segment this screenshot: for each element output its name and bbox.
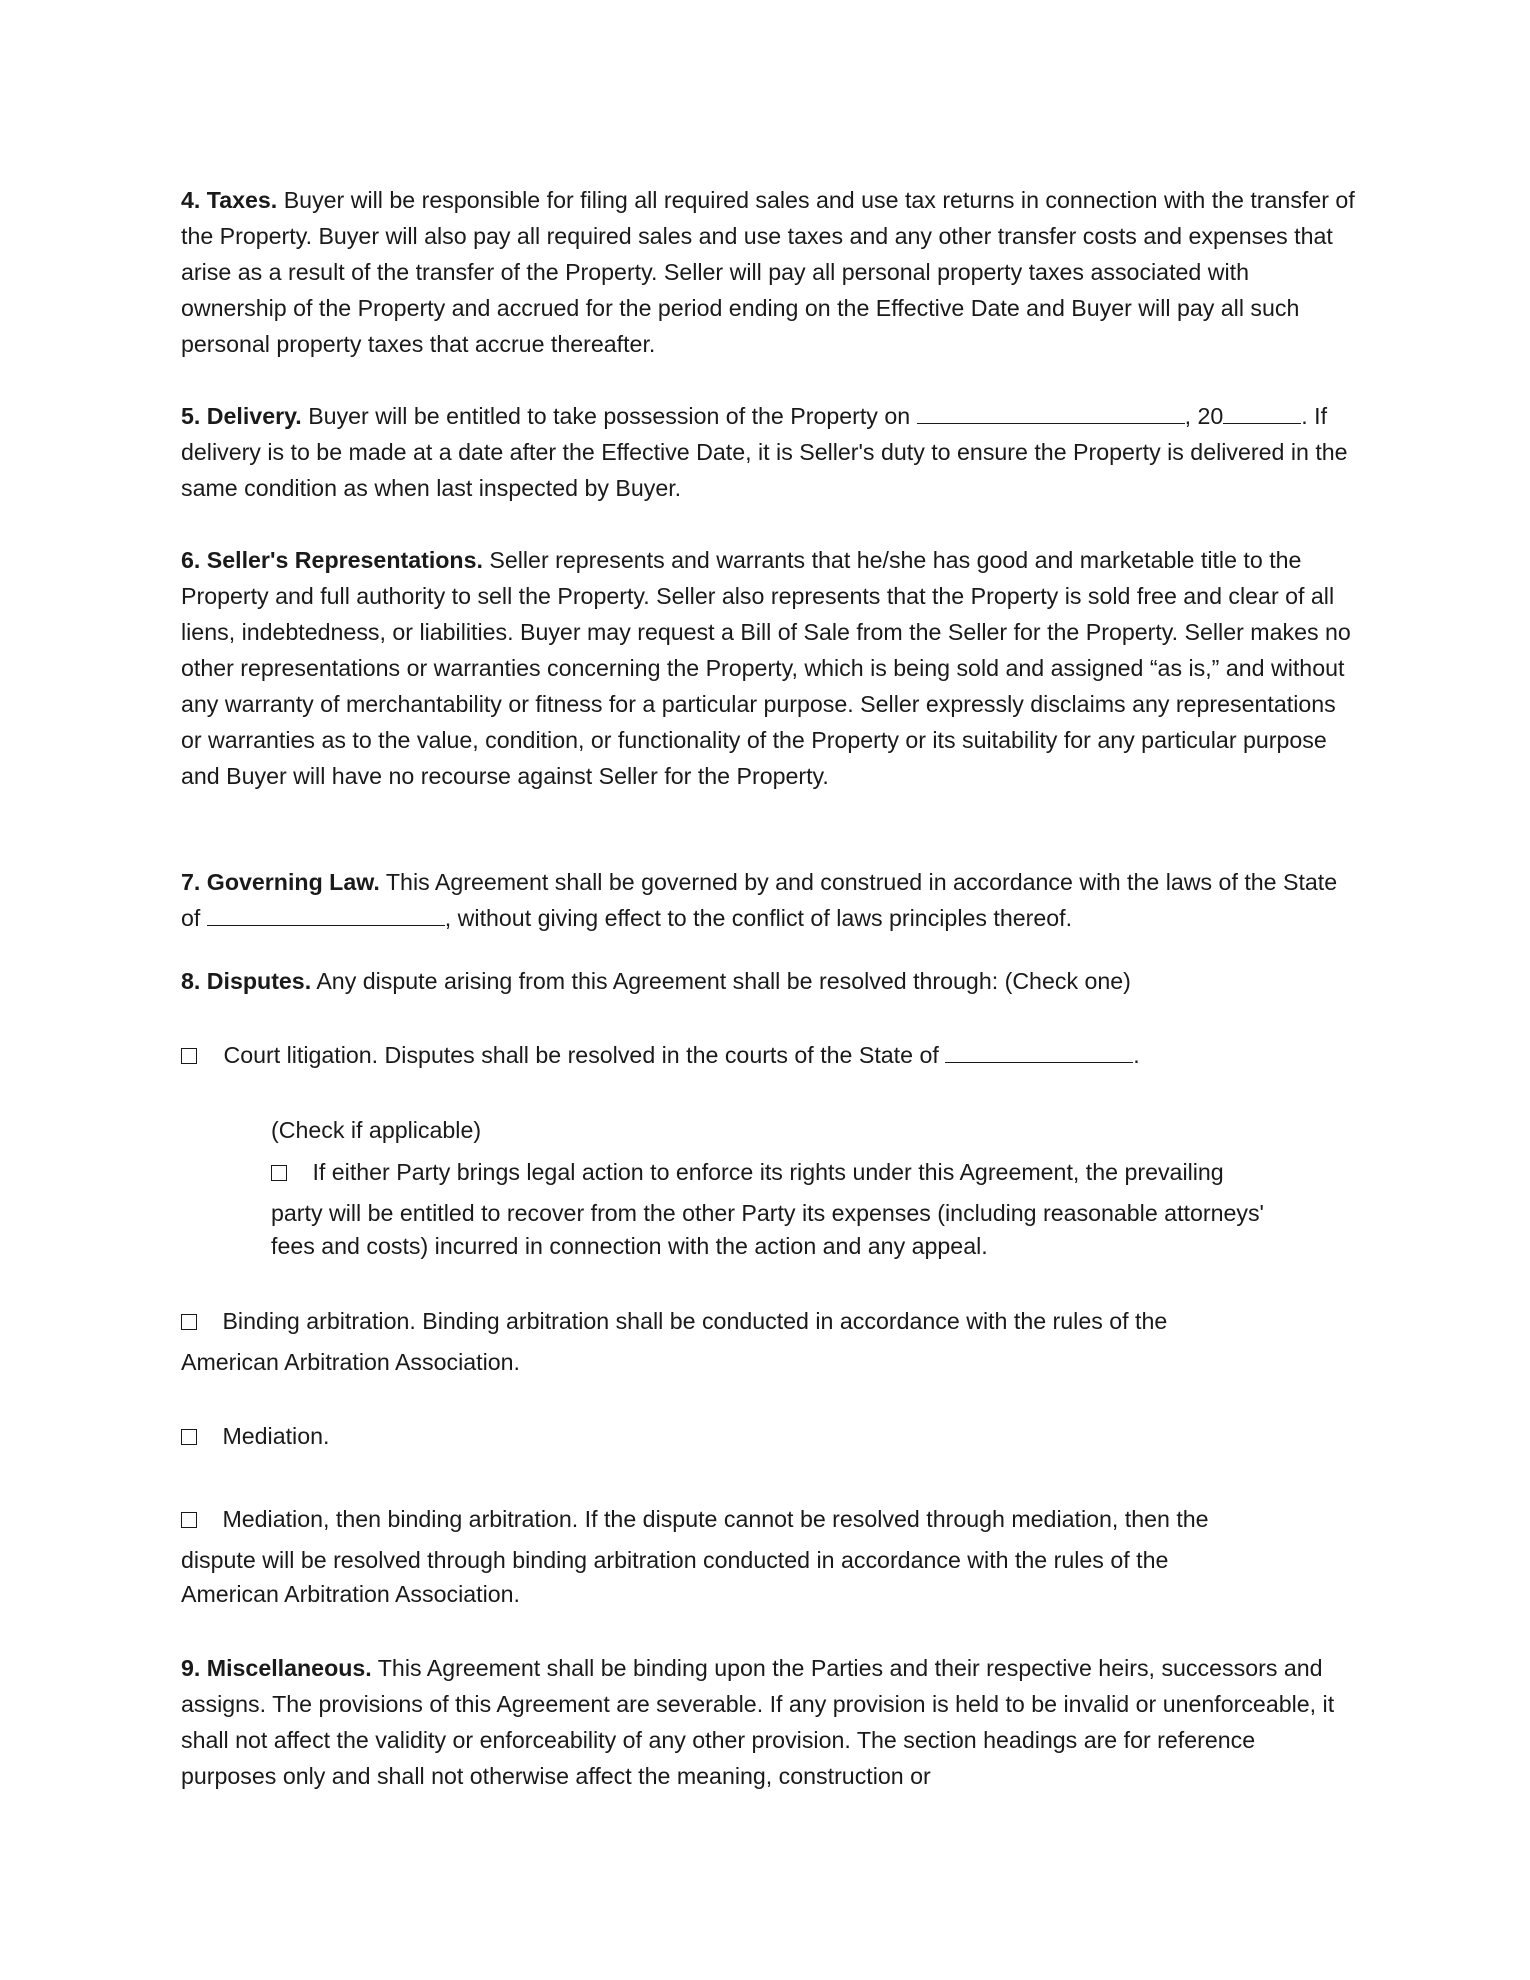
section-heading: 7. Governing Law. [181,869,380,895]
section-body: Buyer will be entitled to take possession of the Property on [308,403,911,429]
option-mediation [181,1418,329,1454]
section-heading: 5. Delivery. [181,403,302,429]
section-heading: 6. Seller's Representations. [181,547,483,573]
option-label: If either Party brings legal action to enforce its rights under this Agreement, the prevailing [312,1159,1224,1185]
binding-arbitration-checkbox[interactable] [181,1314,197,1330]
option-binding-arbitration [181,1303,1167,1339]
section-body: This Agreement shall be binding upon the Parties and their respective heirs, successors and assigns. The provisions of this Agreement are severable. If any provision is held to be invalid or unenforceable, it shall not affect the validity or enforceability of any other provision. The section headings are for reference purposes only and shall not otherwise affect the meaning, construction or [181,1655,1335,1789]
check-if-applicable-text: (Check if applicable) [271,1117,482,1143]
option-court-litigation [181,1037,1140,1073]
section-delivery: 5. Delivery. Buyer will be entitled to take possession of the Property on , 20 . If delivery is to be made at a date after the Effective Date, it is Seller's duty to ensure the Property is delivered in the same condition as when last inspected by Buyer. [181,403,1348,501]
section-representations [181,542,1356,794]
option-attorney-fees-line2 [271,1195,1264,1231]
option-attorney-fees [271,1154,1361,1190]
option-mediation-arbitration [181,1501,1209,1537]
option-label: Mediation. [222,1423,330,1449]
option-label: Court litigation. Disputes shall be resolved in the courts of the State of [223,1042,939,1068]
option-mediation-arbitration-line3 [181,1576,520,1612]
attorney-fees-checkbox[interactable] [271,1165,287,1181]
option-binding-arbitration-line2 [181,1344,520,1380]
delivery-date-blank[interactable] [917,401,1185,424]
option-label-continued: American Arbitration Association. [181,1349,520,1375]
check-if-applicable-label [271,1112,481,1148]
section-body: Seller represents and warrants that he/she has good and marketable title to the Property and full authority to sell the Property. Seller also represents that the Property is sold free and clear of all liens, indebtedness, or liabilities. Buyer may request a Bill of Sale from the Seller for the Property. Seller makes no other representations or warranties concerning the Property, which is being sold and assigned “as is,” and without any warranty of merchantability or fitness for a particular purpose. Seller expressly disclaims any representations or warranties as to the value, condition, or functionality of the Property or its suitability for any particular purpose and Buyer will have no recourse against Seller for the Property. [181,547,1351,789]
delivery-year-blank[interactable] [1223,401,1301,424]
section-governing-law [181,864,1356,936]
option-label: Binding arbitration. Binding arbitration shall be conducted in accordance with the rules of the [222,1308,1168,1334]
governing-state-blank[interactable] [207,903,445,926]
section-body: Buyer will be responsible for filing all required sales and use tax returns in connection with the transfer of the Property. Buyer will also pay all required sales and use taxes and any other transfer costs and expenses that arise as a result of the transfer of the Property. Seller will pay all personal property taxes associated with ownership of the Property and accrued for the period ending on the Effective Date and Buyer will pay all such personal property taxes that accrue thereafter. [181,187,1355,357]
section-body: Any dispute arising from this Agreement shall be resolved through: (Check one) [316,968,1131,994]
section-heading: 4. Taxes. [181,187,278,213]
section-body-continued: . If delivery is to be made at a date after the Effective Date, it is Seller's duty to ensure the Property is delivered in the same condition as when last inspected by Buyer. [181,403,1348,501]
court-litigation-checkbox[interactable] [181,1048,197,1064]
year-prefix: 20 [1197,403,1224,429]
mediation-checkbox[interactable] [181,1429,197,1445]
option-label-continued: dispute will be resolved through binding arbitration conducted in accordance with the rules of the [181,1547,1169,1573]
section-disputes [181,963,1356,999]
option-mediation-arbitration-line2 [181,1542,1168,1578]
option-attorney-fees-line3 [271,1228,988,1264]
section-heading: 8. Disputes. [181,968,312,994]
option-end: . [1133,1042,1140,1068]
section-heading: 9. Miscellaneous. [181,1655,372,1681]
section-taxes [181,182,1356,362]
mediation-arbitration-checkbox[interactable] [181,1512,197,1528]
option-label-continued: party will be entitled to recover from the other Party its expenses (including reasonable attorneys' [271,1200,1264,1226]
section-body-continued: , without giving effect to the conflict of laws principles thereof. [444,905,1073,931]
section-miscellaneous [181,1650,1356,1794]
option-label-continued: American Arbitration Association. [181,1581,520,1607]
court-state-blank[interactable] [945,1040,1133,1063]
option-label: Mediation, then binding arbitration. If the dispute cannot be resolved through mediation, then the [222,1506,1209,1532]
option-label-continued: fees and costs) incurred in connection with the action and any appeal. [271,1233,988,1259]
section-body: This Agreement shall be governed by and construed in accordance with the laws of the State of [181,869,1338,931]
